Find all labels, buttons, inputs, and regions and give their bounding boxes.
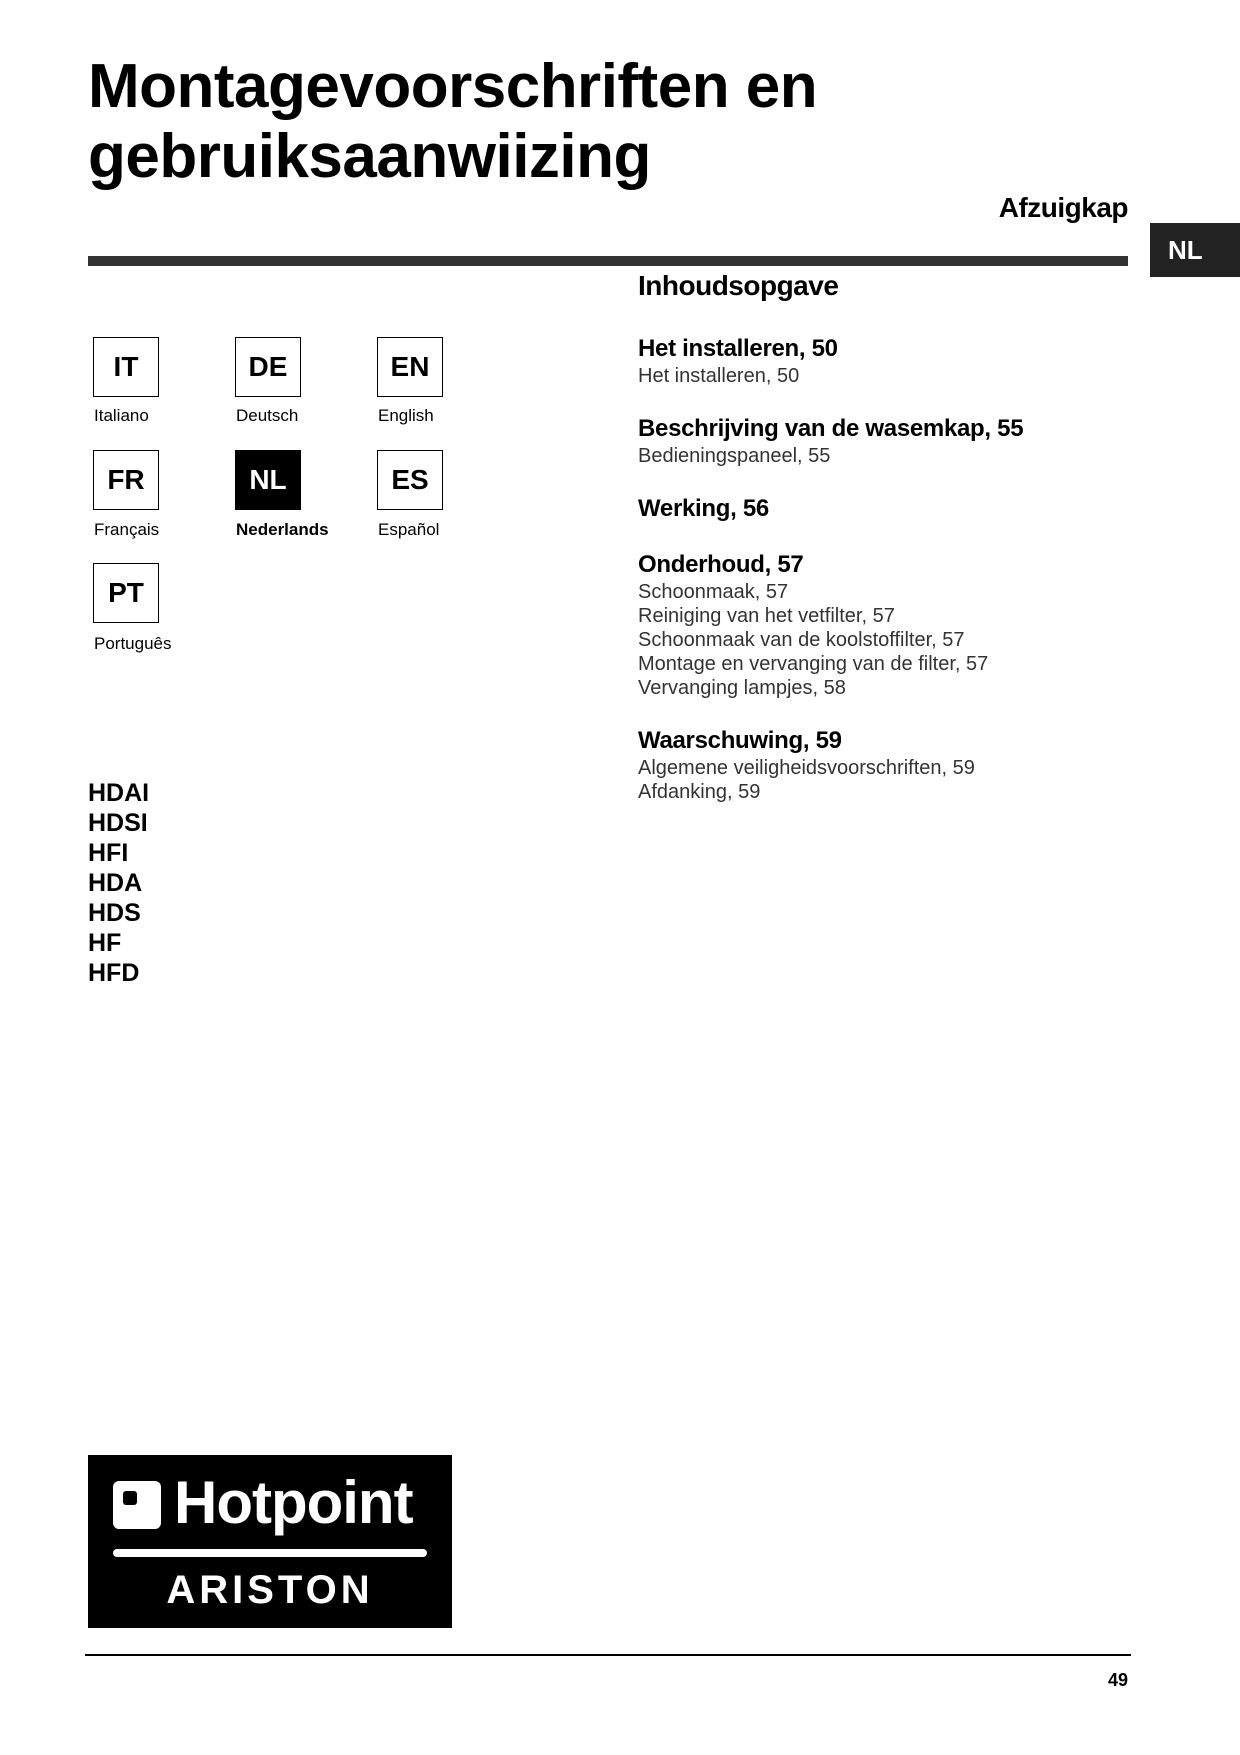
lang-box-es: ES	[377, 450, 443, 510]
lang-box-pt: PT	[93, 563, 159, 623]
model-item: HDS	[88, 899, 141, 927]
toc-heading: Werking, 56	[638, 495, 769, 522]
toc-item: Het installeren, 50	[638, 365, 800, 387]
logo-word-ariston: ARISTON	[166, 1568, 374, 1612]
footer-divider	[85, 1654, 1131, 1656]
model-item: HDA	[88, 869, 143, 897]
toc-title: Inhoudsopgave	[638, 270, 839, 301]
logo-word-hotpoint: Hotpoint	[174, 1469, 413, 1536]
page-number: 49	[1107, 1670, 1128, 1690]
model-item: HF	[88, 929, 122, 957]
toc-item: Reiniging van het vetfilter, 57	[638, 605, 895, 627]
toc-item: Afdanking, 59	[638, 781, 761, 803]
toc-item: Schoonmaak, 57	[638, 581, 789, 603]
toc-item: Vervanging lampjes, 58	[638, 677, 846, 699]
toc-section	[638, 334, 1158, 388]
toc-heading: Waarschuwing, 59	[638, 727, 842, 754]
lang-name-nl: Nederlands	[236, 520, 329, 539]
logo-square-icon	[113, 1481, 161, 1529]
model-item: HFI	[88, 839, 129, 867]
toc-item: Algemene veiligheidsvoorschriften, 59	[638, 757, 975, 779]
document-title	[88, 52, 817, 192]
model-list	[88, 778, 149, 988]
title-line-1: Montagevoorschriften en	[88, 52, 818, 121]
lang-box-it: IT	[93, 337, 159, 397]
lang-box-fr: FR	[93, 450, 159, 510]
toc-item: Schoonmaak van de koolstoffilter, 57	[638, 629, 965, 651]
lang-name-en: English	[378, 406, 434, 425]
toc-section	[638, 726, 1158, 804]
hotpoint-ariston-logo	[88, 1455, 452, 1628]
toc-section	[638, 550, 1158, 700]
header-divider	[88, 256, 1128, 266]
model-item: HDAI	[88, 779, 150, 807]
toc-section	[638, 494, 1158, 524]
language-tab: NL	[1150, 223, 1240, 277]
lang-name-es: Español	[378, 520, 440, 539]
table-of-contents	[638, 268, 1158, 830]
lang-box-en: EN	[377, 337, 443, 397]
toc-heading: Beschrijving van de wasemkap, 55	[638, 415, 1024, 442]
toc-heading: Onderhoud, 57	[638, 551, 804, 578]
toc-section	[638, 414, 1158, 468]
model-item: HFD	[88, 959, 140, 987]
toc-item: Montage en vervanging van de filter, 57	[638, 653, 989, 675]
lang-box-nl: NL	[235, 450, 301, 510]
title-line-2: gebruiksaanwiizing	[88, 122, 651, 191]
lang-name-it: Italiano	[94, 406, 149, 425]
lang-box-de: DE	[235, 337, 301, 397]
lang-name-pt: Português	[94, 634, 172, 653]
model-item: HDSI	[88, 809, 148, 837]
lang-name-de: Deutsch	[236, 406, 299, 425]
product-subtitle: Afzuigkap	[998, 192, 1128, 223]
logo-bar	[113, 1549, 427, 1557]
toc-item: Bedieningspaneel, 55	[638, 445, 831, 467]
lang-name-fr: Français	[94, 520, 160, 539]
toc-heading: Het installeren, 50	[638, 335, 838, 362]
